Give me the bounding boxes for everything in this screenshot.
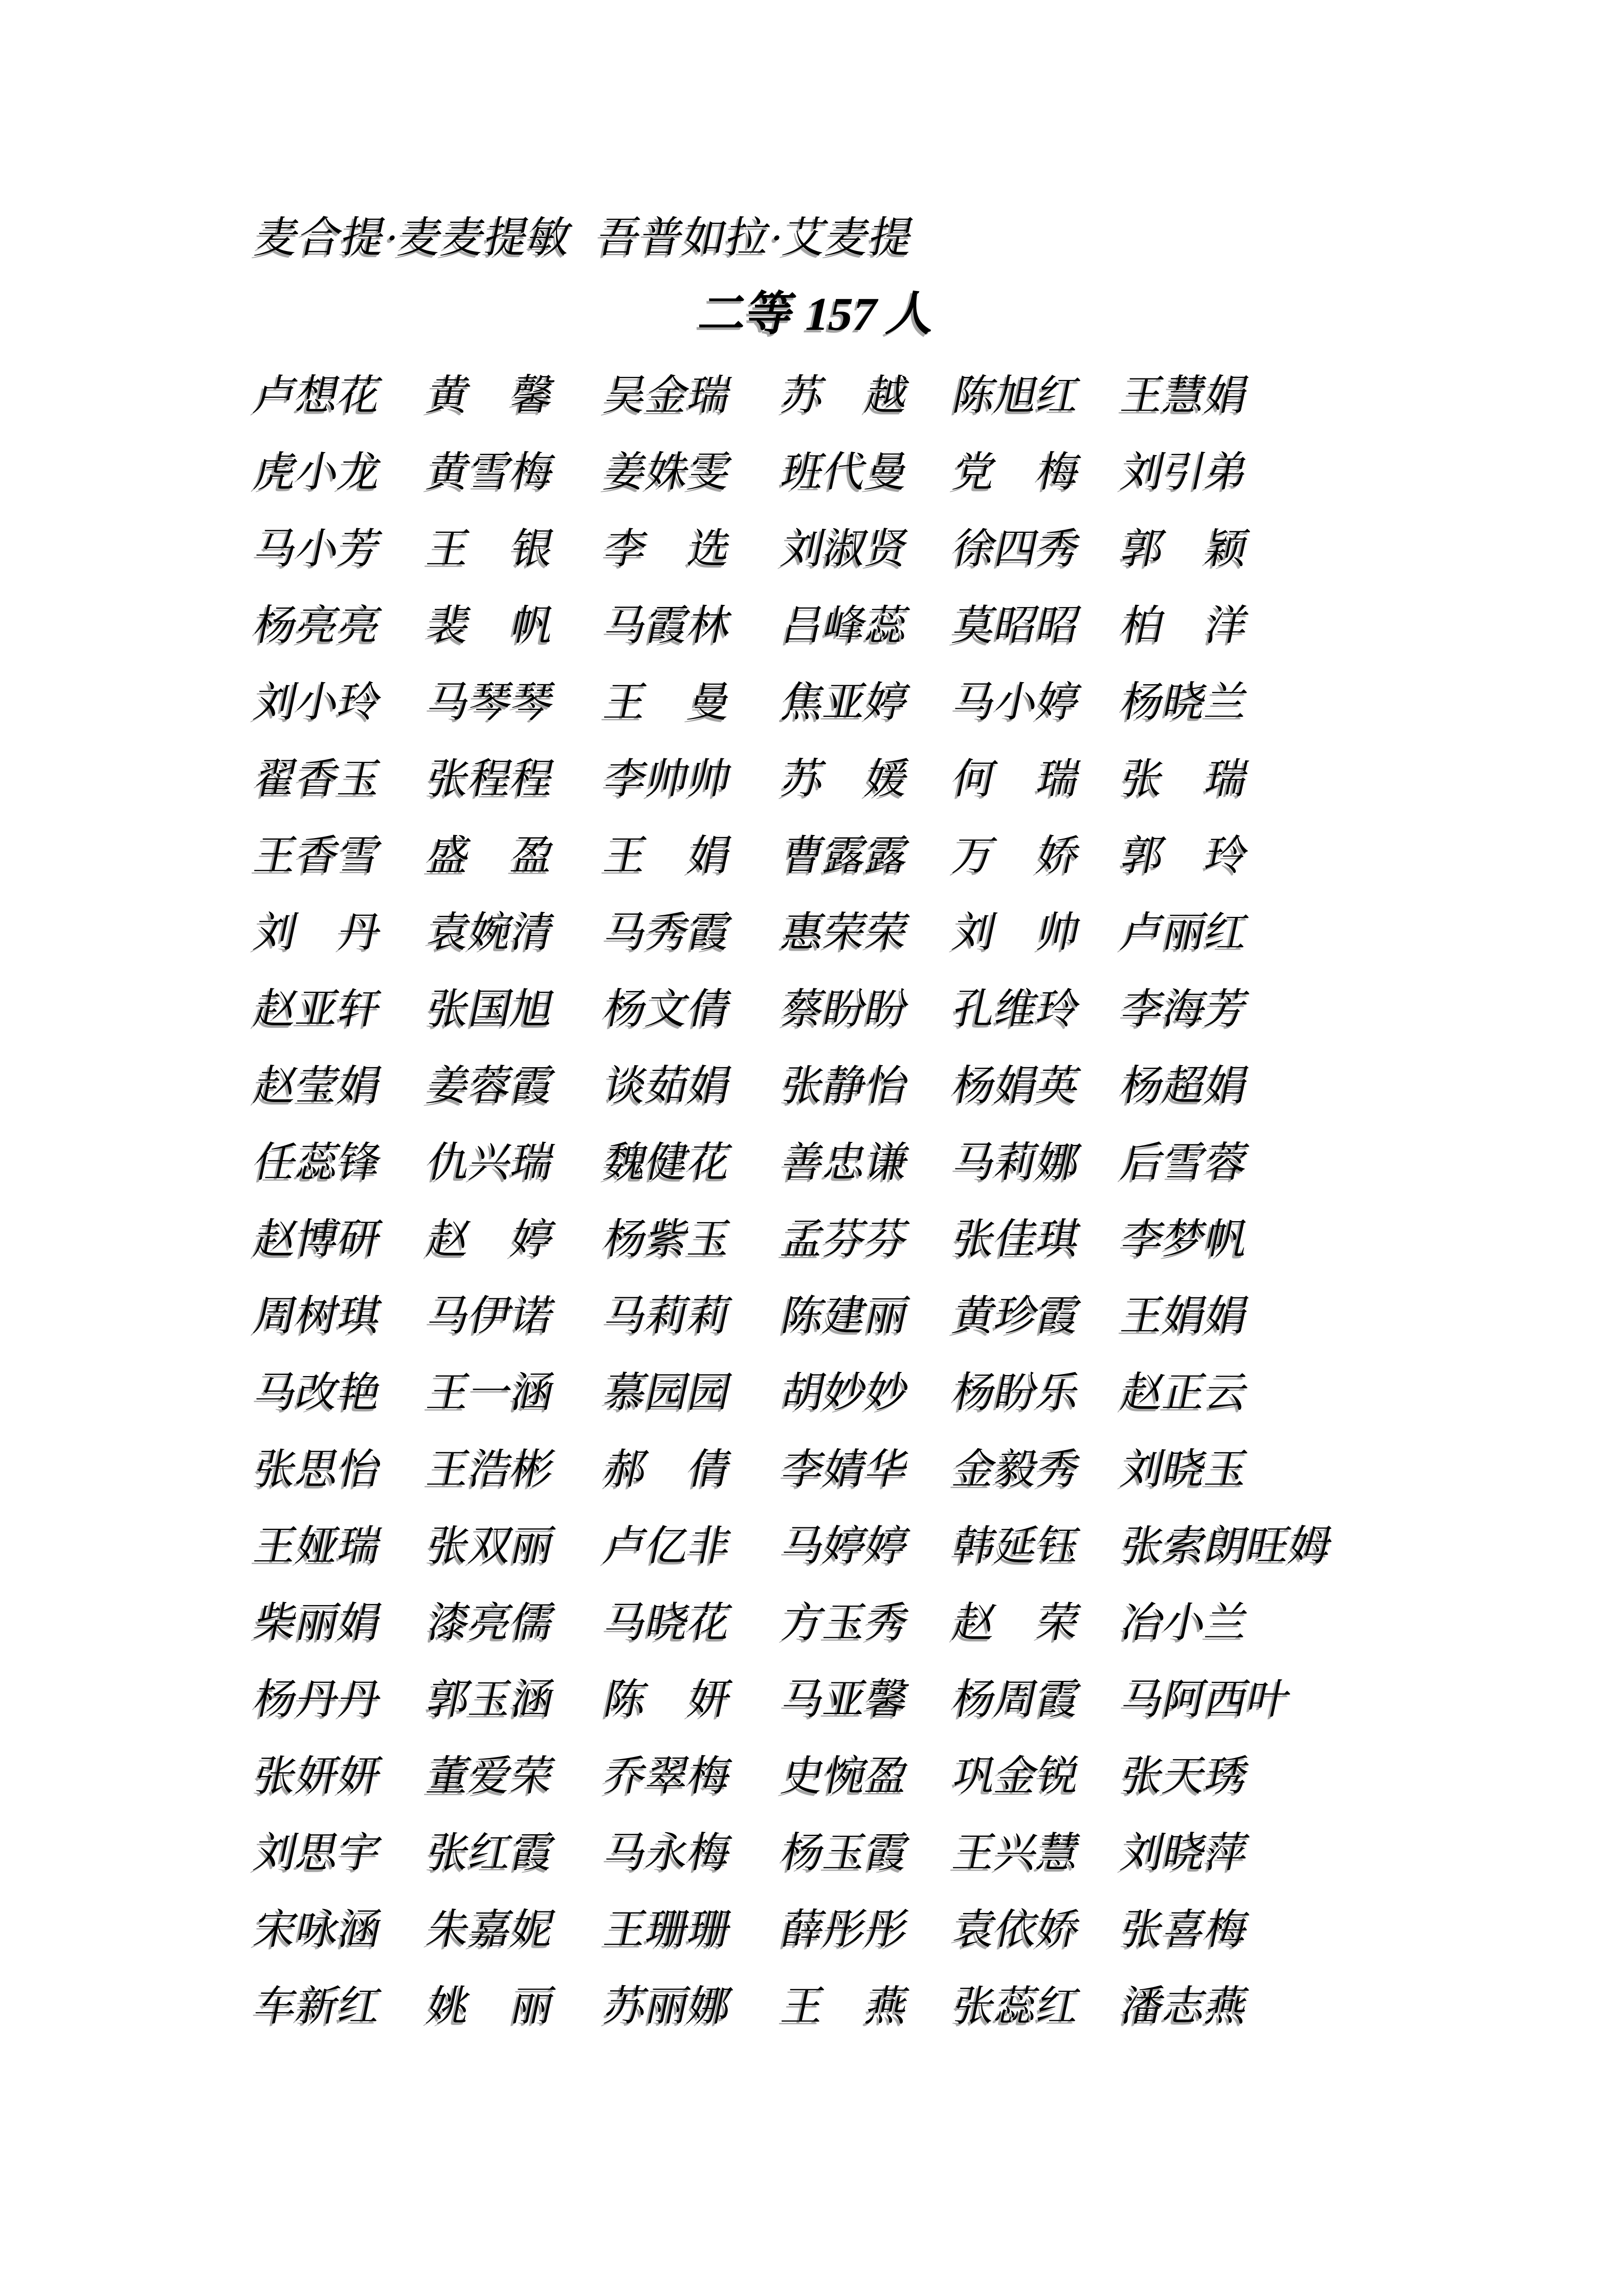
- name-cell: 王珊珊: [600, 1906, 736, 1953]
- name-cell: 李海芳: [1117, 986, 1253, 1032]
- name-cell: 黄珍霞: [949, 1293, 1085, 1339]
- name-cell: 赵亚轩: [250, 986, 386, 1032]
- section-title: [0, 287, 1624, 342]
- name-cell: 王慧娟: [1117, 372, 1253, 419]
- name-cell: 张程程: [423, 756, 559, 802]
- name-cell: 赵莹娟: [250, 1063, 386, 1109]
- name-cell: 任蕊锋: [250, 1139, 386, 1186]
- name-cell: 卢丽红: [1117, 909, 1253, 956]
- name-cell: 苏 越: [777, 372, 914, 419]
- name-cell: 周树琪: [250, 1293, 386, 1339]
- name-cell: 李 选: [600, 526, 736, 572]
- name-cell: 马阿西叶: [1117, 1676, 1295, 1723]
- name-cell: 杨娟英: [949, 1063, 1085, 1109]
- name-cell: 刘小玲: [250, 679, 386, 726]
- name-cell: 赵博研: [250, 1216, 386, 1263]
- name-cell: 曹露露: [777, 832, 914, 879]
- name-cell: 赵正云: [1117, 1369, 1253, 1416]
- name-cell: 吴金瑞: [600, 372, 736, 419]
- name-cell: 马伊诺: [423, 1293, 559, 1339]
- name-cell: 张国旭: [423, 986, 559, 1032]
- name-cell: 张佳琪: [949, 1216, 1085, 1263]
- name-cell: 郝 倩: [600, 1446, 736, 1493]
- name-cell: 方玉秀: [777, 1600, 914, 1646]
- name-cell: 王娟娟: [1117, 1293, 1253, 1339]
- name-cell: 惠荣荣: [777, 909, 914, 956]
- name-cell: 谈茹娟: [600, 1063, 736, 1109]
- name-cell: 韩延钰: [949, 1523, 1085, 1569]
- name-cell: 袁婉清: [423, 909, 559, 956]
- name-cell: 宋咏涵: [250, 1906, 386, 1953]
- person-name: 麦合提·麦麦提敏: [251, 214, 576, 262]
- name-cell: 马莉莉: [600, 1293, 736, 1339]
- name-cell: 盛 盈: [423, 832, 559, 879]
- name-cell: 党 梅: [949, 449, 1085, 496]
- name-cell: 姜姝雯: [600, 449, 736, 496]
- name-cell: 郭 玲: [1117, 832, 1253, 879]
- name-cell: 王娅瑞: [250, 1523, 386, 1569]
- name-cell: 马亚馨: [777, 1676, 914, 1723]
- name-cell: 张双丽: [423, 1523, 559, 1569]
- name-cell: 杨周霞: [949, 1676, 1085, 1723]
- name-cell: 马晓花: [600, 1600, 736, 1646]
- name-cell: 史惋盈: [777, 1753, 914, 1799]
- name-cell: 陈 妍: [600, 1676, 736, 1723]
- name-cell: 张静怡: [777, 1063, 914, 1109]
- name-cell: 董爱荣: [423, 1753, 559, 1799]
- name-cell: 杨丹丹: [250, 1676, 386, 1723]
- name-cell: 刘晓萍: [1117, 1830, 1253, 1876]
- section-title-text: 二等 157 人: [695, 288, 941, 340]
- name-cell: 姜蓉霞: [423, 1063, 559, 1109]
- name-cell: 王兴慧: [949, 1830, 1085, 1876]
- name-cell: 车新红: [250, 1983, 386, 2030]
- name-cell: 张天琇: [1117, 1753, 1253, 1799]
- name-cell: 马霞林: [600, 602, 736, 649]
- name-cell: 焦亚婷: [777, 679, 914, 726]
- name-cell: 杨晓兰: [1117, 679, 1253, 726]
- name-cell: 薛彤彤: [777, 1906, 914, 1953]
- name-cell: 卢想花: [250, 372, 386, 419]
- name-cell: 张 瑞: [1117, 756, 1253, 802]
- name-cell: 何 瑞: [949, 756, 1085, 802]
- name-cell: 仇兴瑞: [423, 1139, 559, 1186]
- name-cell: 马琴琴: [423, 679, 559, 726]
- name-cell: 后雪蓉: [1117, 1139, 1253, 1186]
- name-cell: 刘晓玉: [1117, 1446, 1253, 1493]
- name-cell: 刘淑贤: [777, 526, 914, 572]
- name-cell: 李梦帆: [1117, 1216, 1253, 1263]
- name-cell: 王 曼: [600, 679, 736, 726]
- name-cell: 陈旭红: [949, 372, 1085, 419]
- name-cell: 刘思宇: [250, 1830, 386, 1876]
- person-name: 吾普如拉·艾麦提: [592, 214, 918, 262]
- name-cell: 苏丽娜: [600, 1983, 736, 2030]
- name-cell: 杨文倩: [600, 986, 736, 1032]
- name-cell: 莫昭昭: [949, 602, 1085, 649]
- name-cell: 张索朗旺姆: [1117, 1523, 1337, 1569]
- name-cell: 胡妙妙: [777, 1369, 914, 1416]
- name-cell: 马小芳: [250, 526, 386, 572]
- name-cell: 潘志燕: [1117, 1983, 1253, 2030]
- name-cell: 袁依娇: [949, 1906, 1085, 1953]
- name-cell: 万 娇: [949, 832, 1085, 879]
- name-cell: 杨超娟: [1117, 1063, 1253, 1109]
- name-cell: 魏健花: [600, 1139, 736, 1186]
- name-cell: 徐四秀: [949, 526, 1085, 572]
- name-cell: 赵 荣: [949, 1600, 1085, 1646]
- name-cell: 姚 丽: [423, 1983, 559, 2030]
- name-cell: 卢亿非: [600, 1523, 736, 1569]
- name-cell: 马莉娜: [949, 1139, 1085, 1186]
- name-cell: 冶小兰: [1117, 1600, 1253, 1646]
- name-cell: 孔维玲: [949, 986, 1085, 1032]
- name-cell: 班代曼: [777, 449, 914, 496]
- name-cell: 裴 帆: [423, 602, 559, 649]
- name-cell: 郭 颖: [1117, 526, 1253, 572]
- name-cell: 刘引弟: [1117, 449, 1253, 496]
- name-cell: 刘 帅: [949, 909, 1085, 956]
- name-cell: 马改艳: [250, 1369, 386, 1416]
- name-cell: 黄雪梅: [423, 449, 559, 496]
- name-cell: 马小婷: [949, 679, 1085, 726]
- name-cell: 善忠谦: [777, 1139, 914, 1186]
- name-cell: 王 娟: [600, 832, 736, 879]
- name-cell: 王香雪: [250, 832, 386, 879]
- name-cell: 李婧华: [777, 1446, 914, 1493]
- name-cell: 刘 丹: [250, 909, 386, 956]
- name-cell: 张蕊红: [949, 1983, 1085, 2030]
- continued-names-line: [251, 214, 918, 263]
- name-cell: 蔡盼盼: [777, 986, 914, 1032]
- name-cell: 杨盼乐: [949, 1369, 1085, 1416]
- name-cell: 陈建丽: [777, 1293, 914, 1339]
- name-cell: 张喜梅: [1117, 1906, 1253, 1953]
- name-cell: 李帅帅: [600, 756, 736, 802]
- name-cell: 马永梅: [600, 1830, 736, 1876]
- name-cell: 虎小龙: [250, 449, 386, 496]
- name-cell: 马婷婷: [777, 1523, 914, 1569]
- name-cell: 王浩彬: [423, 1446, 559, 1493]
- name-cell: 赵 婷: [423, 1216, 559, 1263]
- name-cell: 杨紫玉: [600, 1216, 736, 1263]
- name-cell: 漆亮儒: [423, 1600, 559, 1646]
- name-cell: 柴丽娟: [250, 1600, 386, 1646]
- name-cell: 杨亮亮: [250, 602, 386, 649]
- name-cell: 王 燕: [777, 1983, 914, 2030]
- name-cell: 张红霞: [423, 1830, 559, 1876]
- name-cell: 柏 洋: [1117, 602, 1253, 649]
- name-cell: 吕峰蕊: [777, 602, 914, 649]
- name-cell: 张妍妍: [250, 1753, 386, 1799]
- name-cell: 马秀霞: [600, 909, 736, 956]
- name-cell: 张思怡: [250, 1446, 386, 1493]
- name-cell: 朱嘉妮: [423, 1906, 559, 1953]
- name-cell: 郭玉涵: [423, 1676, 559, 1723]
- name-cell: 黄 馨: [423, 372, 559, 419]
- name-cell: 翟香玉: [250, 756, 386, 802]
- name-cell: 慕园园: [600, 1369, 736, 1416]
- name-cell: 巩金锐: [949, 1753, 1085, 1799]
- name-cell: 王一涵: [423, 1369, 559, 1416]
- name-cell: 苏 媛: [777, 756, 914, 802]
- name-cell: 金毅秀: [949, 1446, 1085, 1493]
- name-cell: 乔翠梅: [600, 1753, 736, 1799]
- name-cell: 杨玉霞: [777, 1830, 914, 1876]
- name-cell: 孟芬芬: [777, 1216, 914, 1263]
- name-cell: 王 银: [423, 526, 559, 572]
- name-grid: [250, 357, 1337, 2045]
